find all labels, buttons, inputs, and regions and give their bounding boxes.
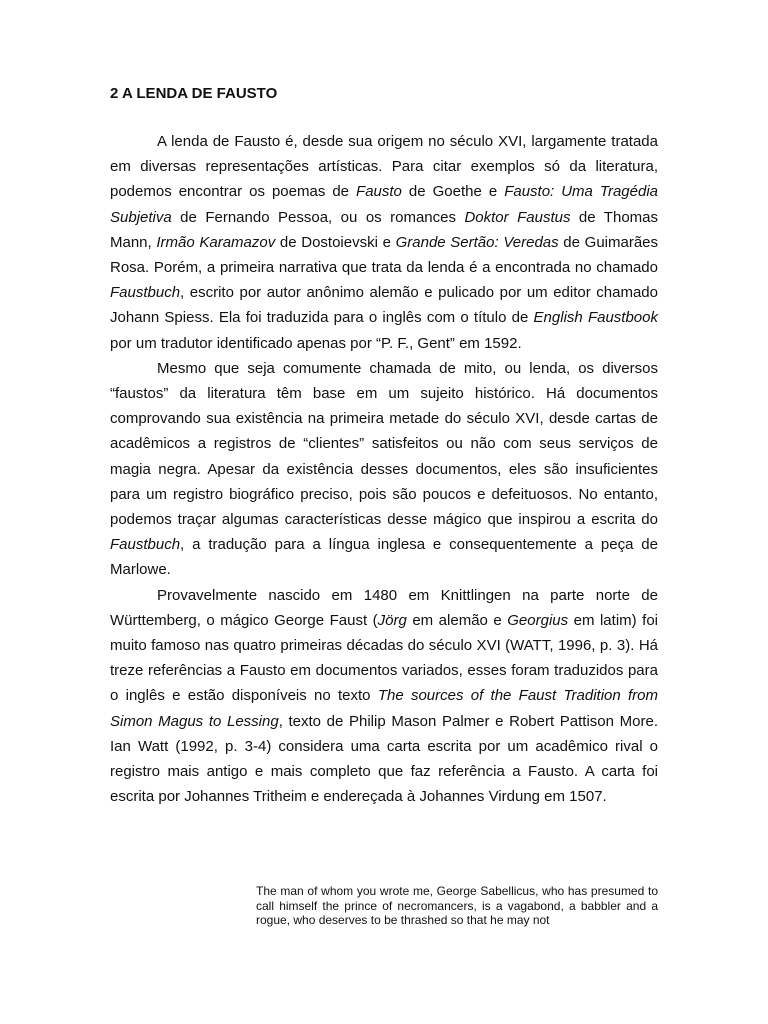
text-run: de Goethe e bbox=[401, 183, 505, 201]
section-heading: 2 A LENDA DE FAUSTO bbox=[110, 85, 278, 102]
text-run: A lenda de Fausto é, desde sua origem no século XVI, largamente tratada em diversas representações artísticas. Para citar exemplos só da literatura, podemos encontrar os poemas de bbox=[110, 133, 658, 201]
italic-title: Jörg bbox=[377, 611, 407, 629]
italic-title: Faustbuch bbox=[110, 536, 181, 554]
italic-title: The sources of the Faust Tradition from Simon Magus to Lessing bbox=[110, 687, 659, 730]
italic-title: Irmão Karamazov bbox=[156, 233, 276, 251]
text-run: de Thomas Mann, bbox=[110, 208, 658, 251]
text-run: de Dostoievski e bbox=[275, 233, 396, 251]
text-run: , a tradução para a língua inglesa e consequentemente a peça de Marlowe. bbox=[110, 536, 658, 579]
paragraph-1 bbox=[110, 129, 658, 356]
italic-title: Georgius bbox=[507, 611, 569, 629]
italic-title: Fausto: Uma Tragédia Subjetiva bbox=[110, 183, 658, 226]
block-quote: The man of whom you wrote me, George Sabellicus, who has presumed to call himself the prince of necromancers, is a vagabond, a babbler and a rogue, who deserves to be thrashed so that he may not bbox=[256, 884, 658, 927]
paragraph-3 bbox=[110, 583, 658, 810]
paragraph-2 bbox=[110, 356, 658, 583]
text-run: , escrito por autor anônimo alemão e pulicado por um editor chamado Johann Spiess. Ela foi traduzida para o inglês com o título de bbox=[110, 284, 658, 327]
text-run: em latim) foi muito famoso nas quatro primeiras décadas do século XVI (WATT, 1996, p. 3). Há treze referências a Fausto em documentos variados, esses foram traduzidos para o inglês e estão disponíveis no texto bbox=[110, 611, 658, 705]
italic-title: Faustbuch bbox=[110, 284, 181, 302]
text-run: de Fernando Pessoa, ou os romances bbox=[171, 208, 465, 226]
text-run: em alemão e bbox=[406, 611, 508, 629]
italic-title: Fausto bbox=[356, 183, 402, 201]
italic-title: Doktor Faustus bbox=[464, 208, 571, 226]
text-run: Provavelmente nascido em 1480 em Knittlingen na parte norte de Württemberg, o mágico George Faust ( bbox=[110, 586, 658, 629]
text-run: , texto de Philip Mason Palmer e Robert Pattison More. Ian Watt (1992, p. 3-4) considera uma carta escrita por um acadêmico rival o registro mais antigo e mais completo que faz referência a Fausto. A carta foi escrita por Johannes Tritheim e endereçada à Johannes Virdung em 1507. bbox=[110, 712, 658, 806]
italic-title: English Faustbook bbox=[533, 309, 658, 327]
text-run: por um tradutor identificado apenas por “P. F., Gent” em 1592. bbox=[110, 334, 522, 352]
text-run: Mesmo que seja comumente chamada de mito, ou lenda, os diversos “faustos” da literatura têm base em um sujeito histórico. Há documentos comprovando sua existência na primeira metade do século XVI, desde cartas de acadêmicos a registros de “clientes” satisfeitos ou não com seus serviços de magia negra. Apesar da existência desses documentos, eles são insuficientes para um registro biográfico preciso, pois são poucos e defeituosos. No entanto, podemos traçar algumas características desse mágico que inspirou a escrita do bbox=[110, 359, 658, 529]
text-run: de Guimarães Rosa. Porém, a primeira narrativa que trata da lenda é a encontrada no chamado bbox=[110, 233, 659, 277]
document-page bbox=[110, 84, 658, 809]
italic-title: Grande Sertão: Veredas bbox=[395, 233, 559, 251]
